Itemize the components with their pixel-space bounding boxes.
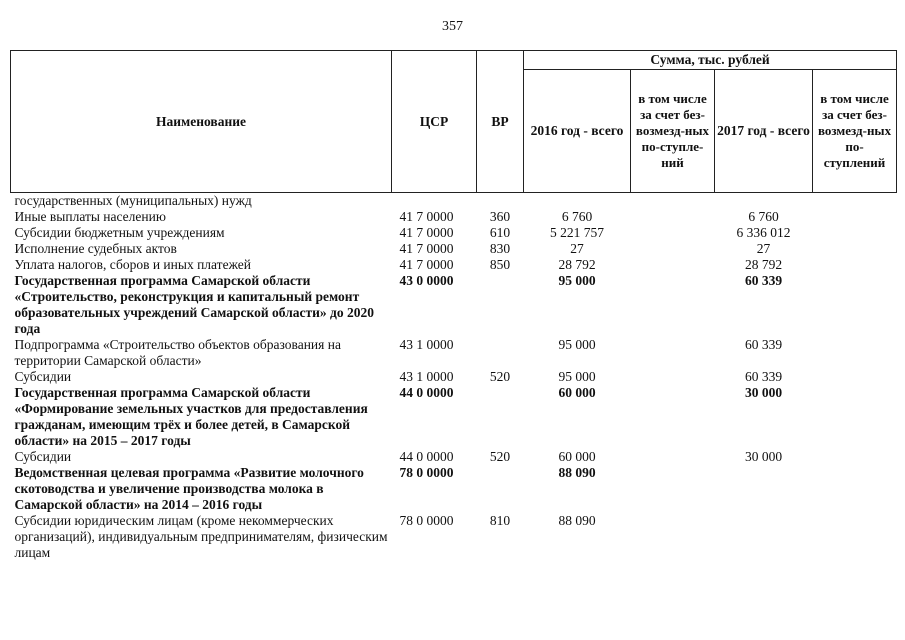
cell-name: Подпрограмма «Строительство объектов образования на территории Самарской области» [14, 337, 341, 368]
cell-2016-free [631, 385, 715, 449]
cell-2017-free [813, 513, 897, 561]
cell-vr: 520 [489, 449, 511, 464]
cell-csr: 41 7 0000 [399, 241, 454, 256]
cell-2017-free [813, 225, 897, 241]
cell-2017-free [813, 273, 897, 337]
cell-2016-total: 88 090 [558, 465, 596, 480]
cell-vr: 610 [489, 225, 511, 240]
table-row [11, 465, 897, 513]
cell-name: Субсидии бюджетным учреждениям [14, 225, 225, 240]
cell-2017-total [715, 193, 813, 210]
header-2017-total: 2017 год - всего [715, 70, 813, 193]
cell-2016-free [631, 193, 715, 210]
cell-2016-total: 28 792 [558, 257, 596, 272]
cell-2017-free [813, 385, 897, 449]
page-number: 357 [442, 19, 463, 34]
cell-2017-free [813, 241, 897, 257]
table-row [11, 337, 897, 369]
cell-2016-total: 95 000 [558, 273, 596, 288]
cell-2016-total: 88 090 [558, 513, 596, 528]
cell-csr: 41 7 0000 [399, 225, 454, 240]
cell-name: Субсидии [14, 449, 72, 464]
cell-name: Исполнение судебных актов [14, 241, 177, 256]
cell-2016-free [631, 465, 715, 513]
cell-2017-total [715, 513, 813, 561]
cell-csr: 41 7 0000 [399, 257, 454, 272]
table-body [11, 193, 897, 562]
cell-2017-free [813, 465, 897, 513]
cell-csr: 43 1 0000 [399, 337, 454, 352]
budget-table [10, 50, 897, 561]
table-row [11, 369, 897, 385]
cell-2017-total: 6 760 [748, 209, 779, 224]
cell-vr [477, 385, 524, 449]
cell-2017-free [813, 193, 897, 210]
header-sum: Сумма, тыс. рублей [524, 51, 897, 70]
cell-name: Государственная программа Самарской области «Строительство, реконструкция и капитальный ремонт образовательных учреждений Самарской области» до 2020 года [14, 273, 374, 336]
cell-2017-total: 60 339 [744, 273, 783, 288]
header-2016-free: в том числе за счет без-возмезд-ных по-ступле-ний [631, 70, 715, 193]
cell-csr: 78 0 0000 [399, 513, 454, 528]
cell-csr: 44 0 0000 [399, 385, 454, 400]
cell-2016-total: 60 000 [558, 385, 596, 400]
table-row [11, 257, 897, 273]
cell-2017-total: 30 000 [744, 385, 783, 400]
cell-2016-free [631, 257, 715, 273]
cell-csr: 43 1 0000 [399, 369, 454, 384]
cell-2016-free [631, 209, 715, 225]
cell-vr [477, 337, 524, 369]
cell-2016-free [631, 449, 715, 465]
cell-csr: 78 0 0000 [399, 465, 454, 480]
cell-vr [477, 465, 524, 513]
cell-vr: 360 [489, 209, 511, 224]
cell-2016-free [631, 273, 715, 337]
cell-2017-free [813, 209, 897, 225]
table-row [11, 209, 897, 225]
cell-name: Государственная программа Самарской области «Формирование земельных участков для предоставления гражданам, имеющим трёх и более детей, в Самарской области» на 2015 – 2017 годы [14, 385, 368, 448]
cell-vr [477, 193, 524, 210]
table-row [11, 385, 897, 449]
table-row [11, 193, 897, 210]
cell-2016-free [631, 225, 715, 241]
cell-vr: 810 [489, 513, 511, 528]
cell-2016-free [631, 513, 715, 561]
cell-2017-free [813, 337, 897, 369]
cell-csr: 44 0 0000 [399, 449, 454, 464]
cell-2017-free [813, 257, 897, 273]
cell-2017-total: 6 336 012 [736, 225, 791, 240]
cell-2016-total: 95 000 [558, 369, 596, 384]
cell-vr: 830 [489, 241, 511, 256]
cell-2016-free [631, 241, 715, 257]
cell-2016-total: 60 000 [558, 449, 596, 464]
cell-2017-total [715, 465, 813, 513]
cell-csr [392, 193, 477, 210]
cell-2016-total: 5 221 757 [550, 225, 604, 240]
cell-2017-total: 27 [756, 241, 771, 256]
cell-2016-free [631, 337, 715, 369]
cell-name: Иные выплаты населению [14, 209, 166, 224]
cell-2017-total: 60 339 [744, 337, 783, 352]
cell-name: Субсидии [14, 369, 72, 384]
header-csr: ЦСР [392, 51, 477, 193]
cell-name: Ведомственная целевая программа «Развитие молочного скотоводства и увеличение производства молока в Самарской области» на 2014 – 2016 годы [14, 465, 364, 512]
cell-2017-total: 30 000 [744, 449, 783, 464]
cell-2016-total: 95 000 [558, 337, 596, 352]
cell-2017-total: 28 792 [744, 257, 783, 272]
table-row [11, 273, 897, 337]
cell-2017-free [813, 369, 897, 385]
table-row [11, 513, 897, 561]
cell-2017-total: 60 339 [744, 369, 783, 384]
table-header [11, 51, 897, 193]
cell-2016-total: 27 [570, 241, 584, 256]
table-row [11, 449, 897, 465]
cell-2017-free [813, 449, 897, 465]
cell-vr: 850 [489, 257, 511, 272]
cell-name: Субсидии юридическим лицам (кроме некоммерческих организаций), индивидуальным предпринимателям, физическим лицам [14, 513, 388, 560]
cell-vr: 520 [489, 369, 511, 384]
cell-name: Уплата налогов, сборов и иных платежей [14, 257, 251, 272]
table-row [11, 225, 897, 241]
cell-vr [477, 273, 524, 337]
cell-csr: 43 0 0000 [399, 273, 454, 288]
table-row [11, 241, 897, 257]
cell-2016-free [631, 369, 715, 385]
header-vr: ВР [477, 51, 524, 193]
cell-2016-total: 6 760 [561, 209, 593, 224]
header-name: Наименование [11, 51, 392, 193]
header-2017-free: в том числе за счет без-возмезд-ных по-ступлений [813, 70, 897, 193]
cell-name: государственных (муниципальных) нужд [14, 193, 252, 208]
cell-2016-total [524, 193, 631, 210]
cell-csr: 41 7 0000 [399, 209, 454, 224]
header-2016-total: 2016 год - всего [524, 70, 631, 193]
